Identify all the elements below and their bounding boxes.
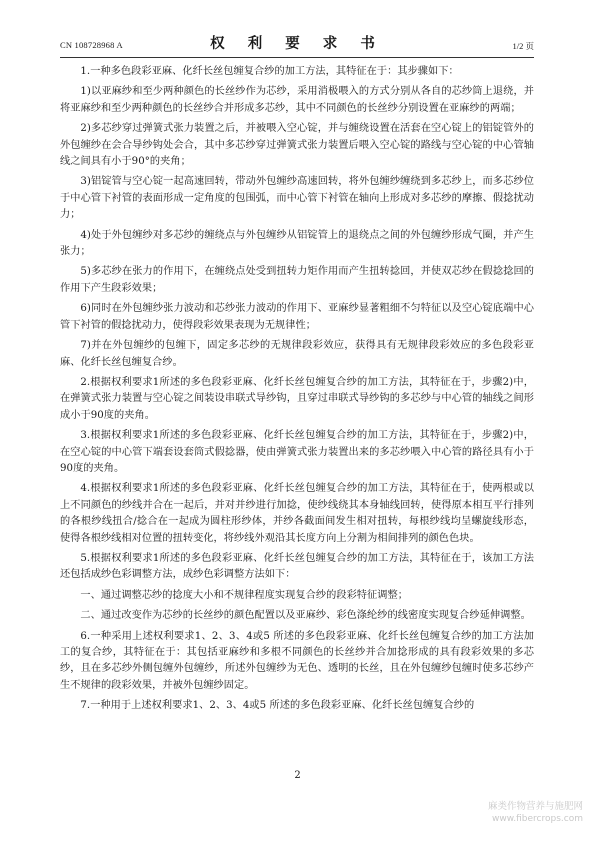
- claims-body: [60, 64, 534, 719]
- site-watermark: [488, 798, 583, 824]
- claim-paragraph: 2)多芯纱穿过弹簧式张力装置之后，并被喂入空心锭，并与缠绕设置在活套在空心锭上的铝锭管外的外包缠纱在会合导纱钩处会合，其中多芯纱穿过弹簧式张力装置后喂入空心锭的路线与空心锭的中心管轴线之间具有小于90°的夹角；: [60, 123, 534, 168]
- claim-paragraph: 7)并在外包缠纱的包缠下，固定多芯纱的无规律段彩效应，获得具有无规律段彩效应的多色段彩亚麻、化纤长丝包缠复合纱。: [60, 340, 534, 368]
- claim-paragraph: 5.根据权利要求1所述的多色段彩亚麻、化纤长丝包缠复合纱的加工方法，其特征在于，该加工方法还包括成纱色彩调整方法，成纱色彩调整方法如下：: [60, 552, 534, 581]
- watermark-url: www.fibercrops.com: [492, 814, 583, 824]
- claim-paragraph: 3)铝锭管与空心锭一起高速回转，带动外包缠纱高速回转，将外包缠纱缠绕到多芯纱上，而多芯纱位于中心管下衬管的表面形成一定角度的包围弧，而中心管下衬管在轴向上形成对多芯纱的摩擦、假捻扰动力；: [60, 176, 534, 221]
- document-title: 权 利 要 求 书: [210, 35, 384, 52]
- claim-paragraph: 6)同时在外包缠纱张力波动和芯纱张力波动的作用下、亚麻纱显著粗细不匀特征以及空心锭底端中心管下衬管的假捻扰动力，使得段彩效果表现为无规律性；: [60, 303, 534, 331]
- claim-paragraph: 1.一种多色段彩亚麻、化纤长丝包缠复合纱的加工方法，其特征在于：其步骤如下：: [80, 66, 459, 77]
- header-rule: [60, 57, 534, 58]
- page-number: 2: [294, 770, 301, 781]
- claim-paragraph: 7.一种用于上述权利要求1、2、3、4或5 所述的多色段彩亚麻、化纤长丝包缠复合纱的: [80, 700, 475, 712]
- claim-paragraph: 二、通过改变作为芯纱的长丝纱的颜色配置以及亚麻纱、彩色涤纶纱的线密度实现复合纱延伸调整。: [80, 610, 531, 622]
- claim-paragraph: 4)处于外包缠纱对多芯纱的缠绕点与外包缠纱从铝锭管上的退绕点之间的外包缠纱形成气圈，并产生张力；: [60, 229, 534, 258]
- page-of-indicator: 1/2 页: [512, 41, 534, 51]
- claim-paragraph: 2.根据权利要求1所述的多色段彩亚麻、化纤长丝包缠复合纱的加工方法，其特征在于，步骤2)中，在弹簧式张力装置与空心锭之间装设串联式导纱钩，且穿过串联式导纱钩的多芯纱与中心管的轴线之间形成小于90度的夹角。: [60, 376, 534, 421]
- claim-paragraph: 3.根据权利要求1所述的多色段彩亚麻、化纤长丝包缠复合纱的加工方法，其特征在于，步骤2)中，在空心锭的中心管下端套设套筒式假捻器，使由弹簧式张力装置出来的多芯纱喂入中心管的路径具有小于90度的夹角。: [60, 430, 534, 474]
- claim-paragraph: 5)多芯纱在张力的作用下，在缠绕点处受到扭转力矩作用而产生扭转捻回，并使双芯纱在假捻捻回的作用下产生段彩效果；: [60, 266, 534, 294]
- claim-paragraph: 6.一种采用上述权利要求1、2、3、4或5 所述的多色段彩亚麻、化纤长丝包缠复合纱的加工方法加工的复合纱，其特征在于：其包括亚麻纱和多根不同颜色的长丝纱并合加捻形成的具有段彩效果的多芯纱，且在多芯纱外侧包缠外包缠纱，所述外包缠纱为无色、透明的长丝，且在外包缠纱包缠时使多芯纱产生不规律的段彩效果，并被外包缠纱固定。: [60, 630, 534, 691]
- publication-number: CN 108728968 A: [60, 40, 123, 50]
- claim-paragraph: 1)以亚麻纱和至少两种颜色的长丝纱作为芯纱，采用消极喂入的方式分别从各自的芯纱筒上退绕，并将亚麻纱和至少两种颜色的长丝纱合并形成多芯纱，其中不同颜色的长丝纱分别设置在亚麻纱的两端；: [60, 86, 534, 114]
- watermark-site-name: 麻类作物营养与施肥网: [487, 801, 583, 812]
- claim-paragraph: 一、通过调整芯纱的捻度大小和不规律程度实现复合纱的段彩特征调整；: [80, 589, 408, 601]
- page-header: [60, 30, 534, 54]
- claim-paragraph: 4.根据权利要求1所述的多色段彩亚麻、化纤长丝包缠复合纱的加工方法，其特征在于，使两根或以上不同颜色的纱线并合在一起后，并对并纱进行加捻，使纱线绕其本身轴线回转，使得原本相互平行排列的各根纱线扭合/捻合在一起成为圆柱形纱体，并纱各截面间发生相对扭转，每根纱线均呈螺旋线形态，使得各根纱线相对位置的扭转变化，将纱线外观沿其长度方向上分割为相间排列的颜色色块。: [60, 483, 534, 544]
